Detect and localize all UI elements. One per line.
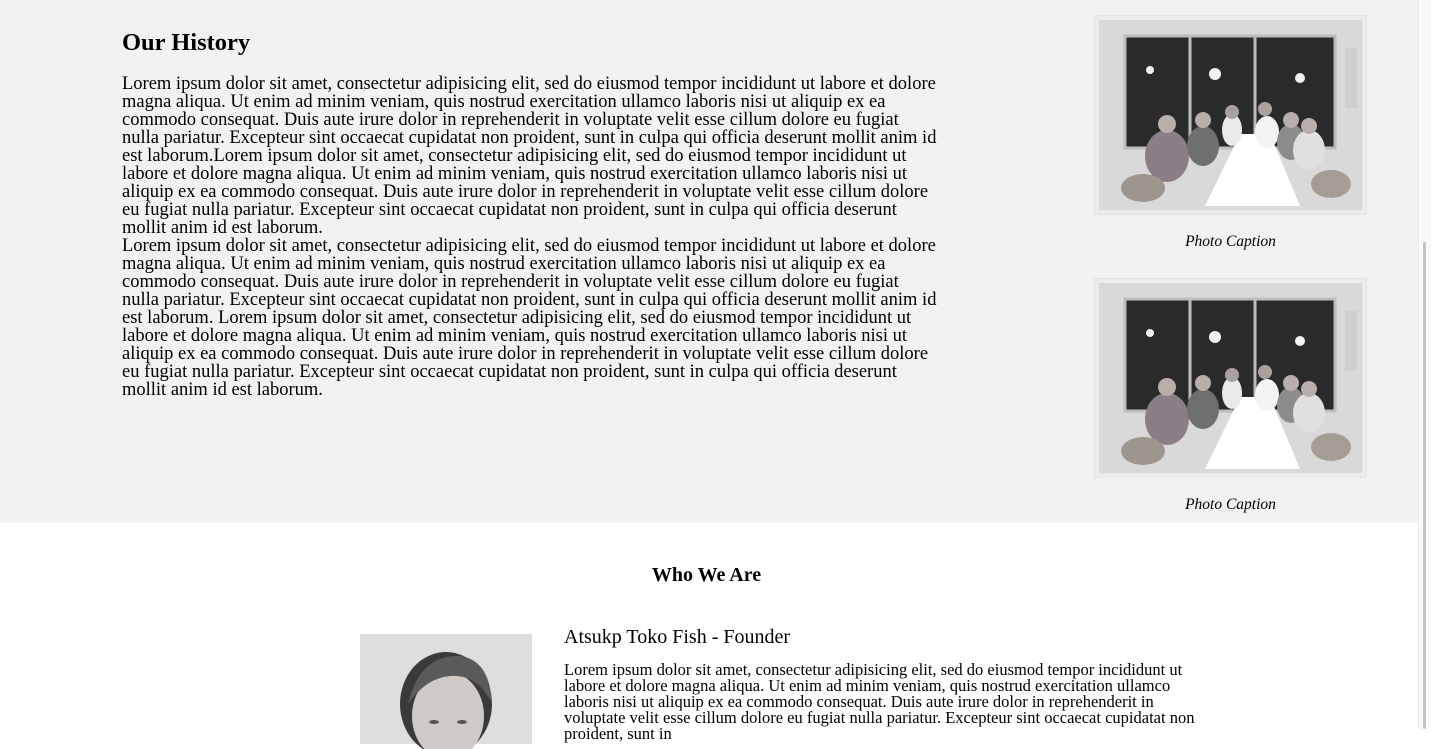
history-title: Our History (122, 29, 251, 56)
member-bio: Lorem ipsum dolor sit amet, consectetur adipisicing elit, sed do eiusmod tempor incididunt ut labore et dolore magna aliqua. Ut enim ad minim veniam, quis nostrud exercitation ullamco laboris nisi ut aliquip ex ea commodo consequat. Duis aute irure dolor in reprehenderit in voluptate velit esse cillum dolore eu fugiat nulla pariatur. Excepteur sint occaecat cupidatat non proident, sunt in (564, 660, 1195, 743)
who-we-are-section (0, 523, 1419, 743)
history-paragraph: Lorem ipsum dolor sit amet, consectetur adipisicing elit, sed do eiusmod tempor incididunt ut labore et dolore magna aliqua. Ut enim ad minim veniam, quis nostrud exercitation ullamco laboris nisi ut aliquip ex ea commodo consequat. Duis aute irure dolor in reprehenderit in voluptate velit esse cillum dolore eu fugiat nulla pariatur. Excepteur sint occaecat cupidatat non proident, sunt in culpa qui officia deserunt mollit anim id est laborum.Lorem ipsum dolor sit amet, consectetur adipisicing elit, sed do eiusmod tempor incididunt ut labore et dolore magna aliqua. Ut enim ad minim veniam, quis nostrud exercitation ullamco laboris nisi ut aliquip ex ea commodo consequat. Duis aute irure dolor in reprehenderit in voluptate velit esse cillum dolore eu fugiat nulla pariatur. Excepteur sint occaecat cupidatat non proident, sunt in culpa qui officia deserunt mollit anim id est laborum. (122, 74, 937, 238)
history-paragraph: Lorem ipsum dolor sit amet, consectetur adipisicing elit, sed do eiusmod tempor incididunt ut labore et dolore magna aliqua. Ut enim ad minim veniam, quis nostrud exercitation ullamco laboris nisi ut aliquip ex ea commodo consequat. Duis aute irure dolor in reprehenderit in voluptate velit esse cillum dolore eu fugiat nulla pariatur. Excepteur sint occaecat cupidatat non proident, sunt in culpa qui officia deserunt mollit anim id est laborum. Lorem ipsum dolor sit amet, consectetur adipisicing elit, sed do eiusmod tempor incididunt ut labore et dolore magna aliqua. Ut enim ad minim veniam, quis nostrud exercitation ullamco laboris nisi ut aliquip ex ea commodo consequat. Duis aute irure dolor in reprehenderit in voluptate velit esse cillum dolore eu fugiat nulla pariatur. Excepteur sint occaecat cupidatat non proident, sunt in culpa qui officia deserunt mollit anim id est laborum. (122, 236, 937, 400)
page-scrollbar[interactable] (1418, 0, 1431, 729)
photo-caption: Photo Caption (1185, 496, 1276, 513)
photo-caption: Photo Caption (1185, 233, 1276, 250)
member-name: Atsukp Toko Fish - Founder (564, 626, 791, 648)
photo-column (1094, 15, 1367, 515)
photo-figure (1094, 278, 1367, 515)
history-text-column (122, 26, 937, 399)
who-we-are-title: Who We Are (651, 564, 762, 586)
scrollbar-thumb[interactable] (1423, 242, 1426, 729)
group-dinner-photo (1094, 15, 1367, 215)
member-card (564, 624, 1204, 742)
founder-portrait (360, 634, 532, 744)
photo-figure (1094, 15, 1367, 252)
group-dinner-photo (1094, 278, 1367, 478)
